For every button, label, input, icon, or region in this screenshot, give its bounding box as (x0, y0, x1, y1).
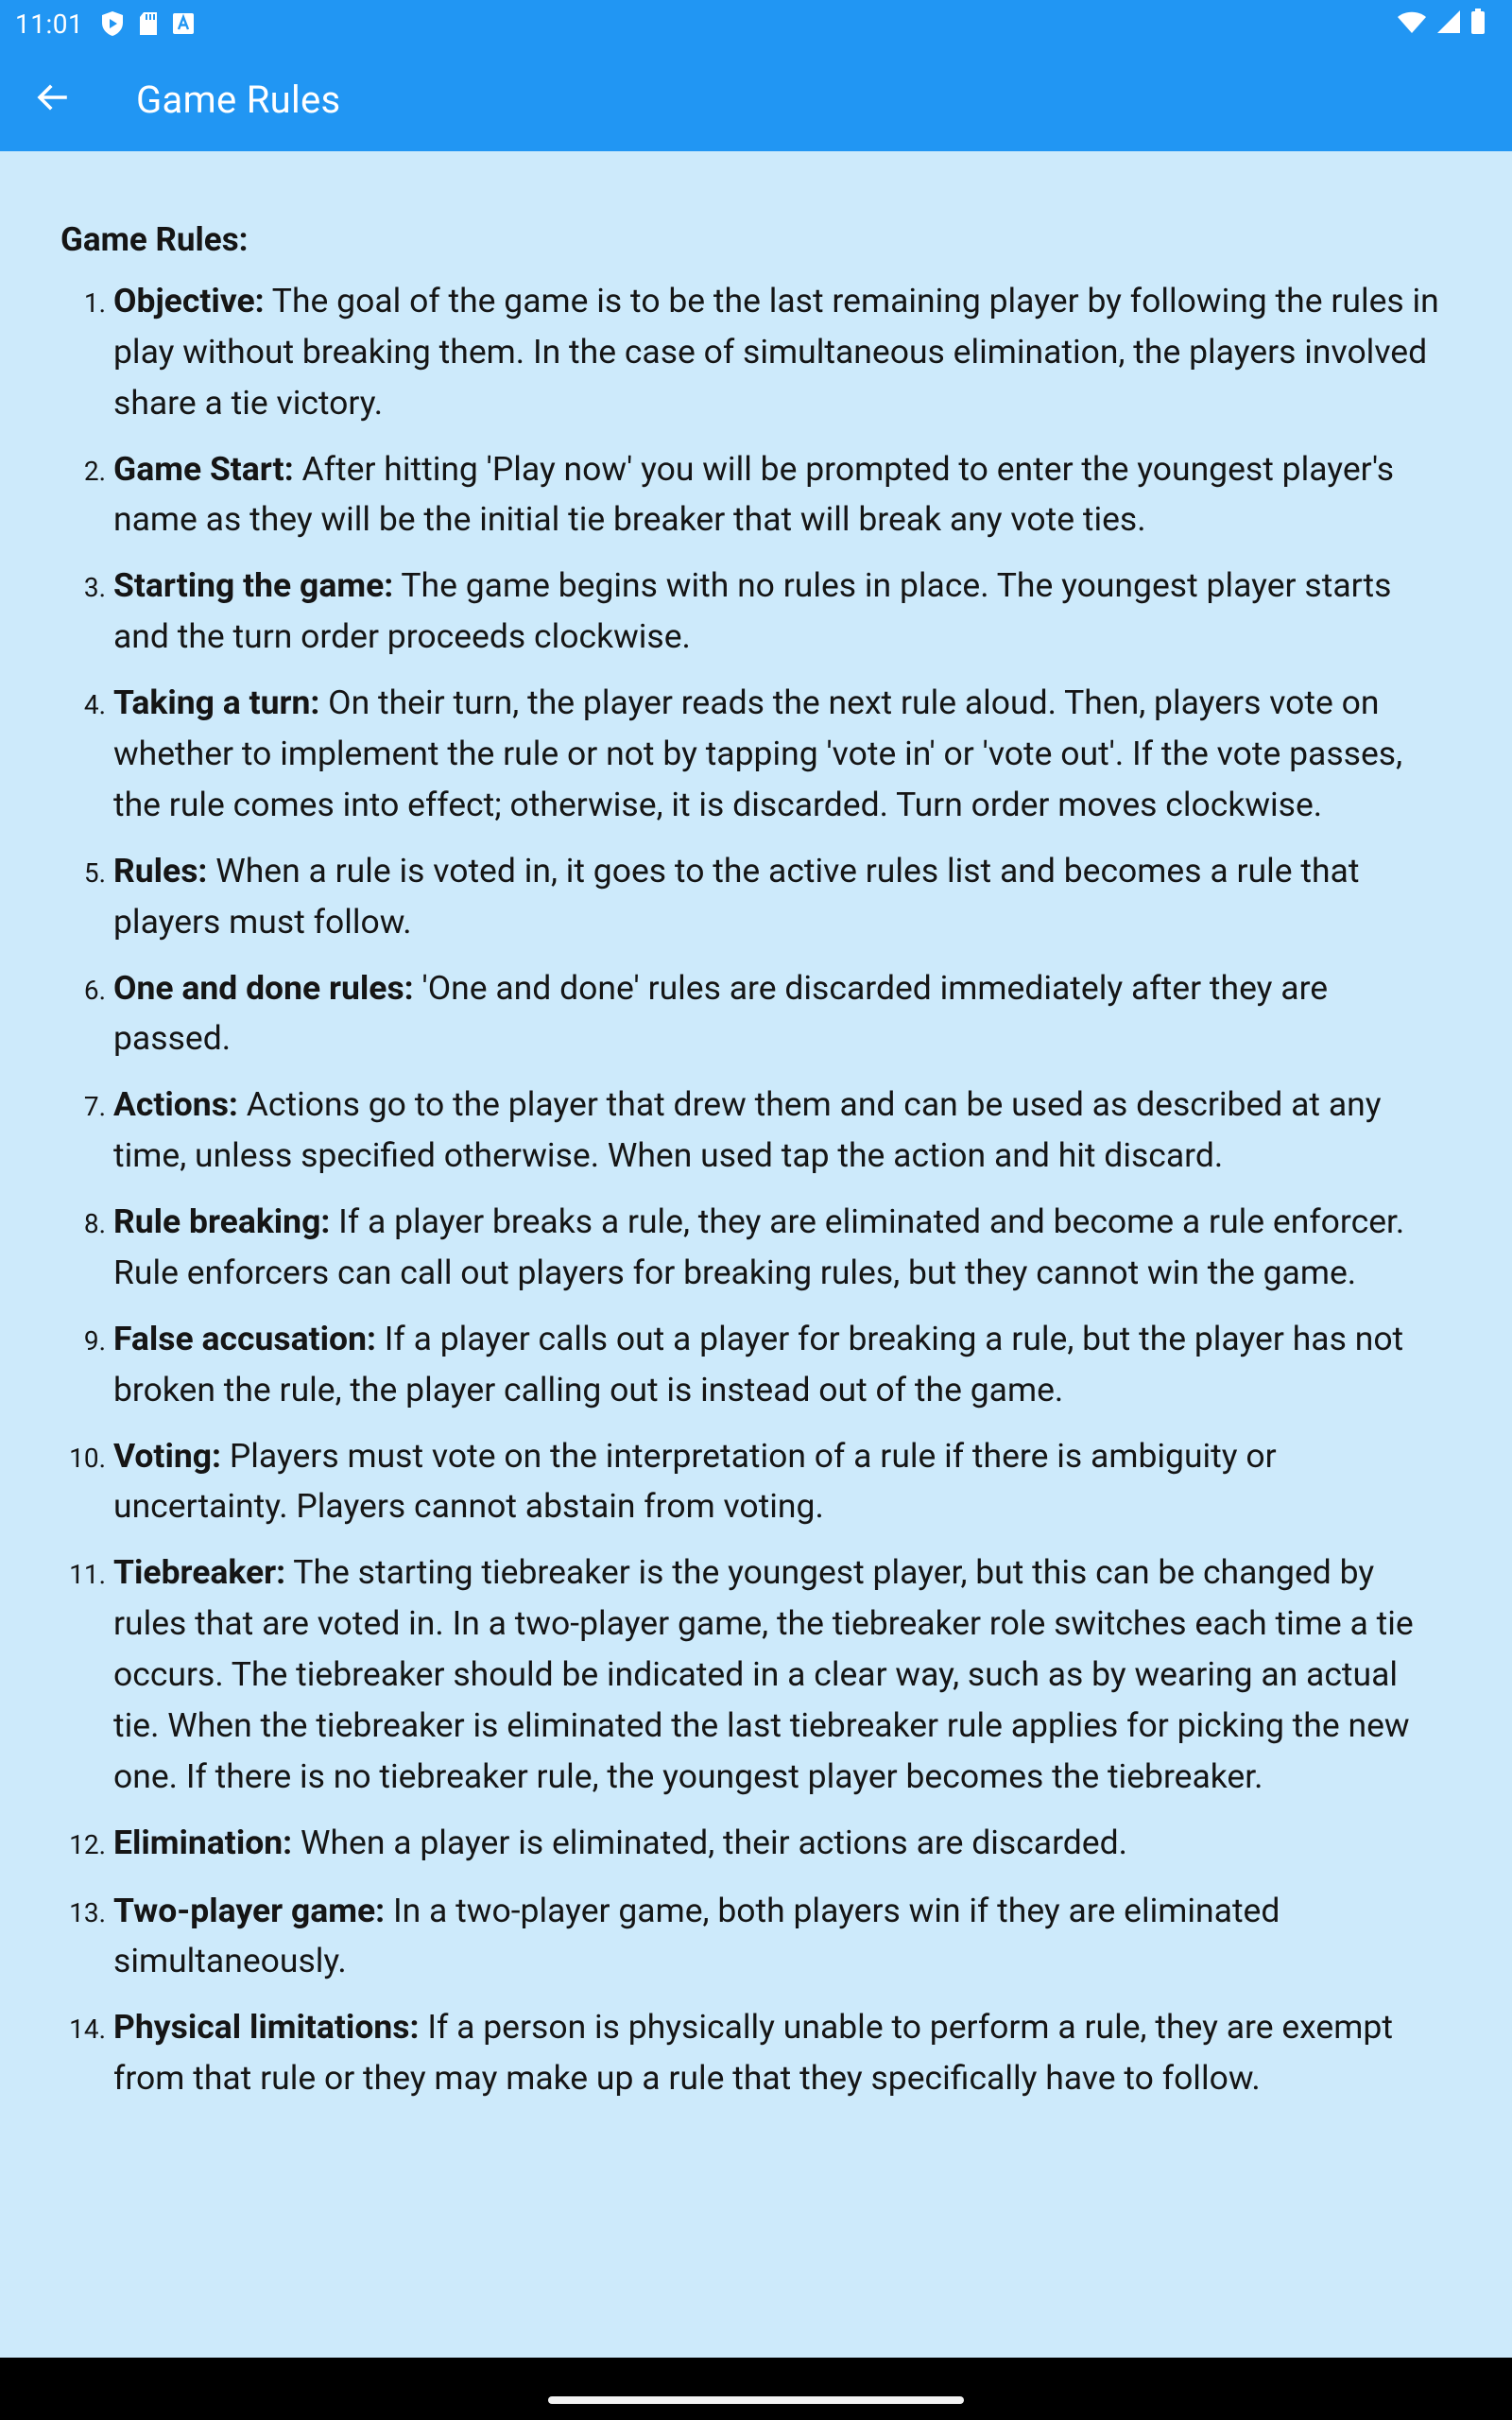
rule-body (113, 2002, 1452, 2104)
rule-number: 3. (83, 572, 106, 604)
rule-body (113, 1314, 1452, 1416)
rule-text: Actions go to the player that drew them and can be used as described at any time, unless specified otherwise. When used tap the action and hit discard. (113, 1084, 1382, 1176)
home-indicator[interactable] (548, 2396, 964, 2404)
rule-number: 1. (83, 287, 106, 319)
rule-number: 2. (83, 455, 106, 487)
rule-number: 11. (69, 1559, 106, 1591)
rule-number: 10. (69, 1442, 106, 1474)
rule-text: After hitting 'Play now' you will be prompted to enter the youngest player's name as they will be the initial tie breaker that will break any vote ties. (113, 448, 1395, 540)
rule-title: Tiebreaker: (113, 1552, 286, 1593)
status-bar (0, 0, 1512, 47)
rule-item (60, 2002, 1452, 2104)
status-left-icons (100, 10, 195, 37)
rule-item (60, 1431, 1452, 1533)
rule-number: 6. (83, 974, 106, 1006)
rules-heading: Game Rules: (60, 220, 249, 259)
rule-title: Voting: (113, 1435, 222, 1476)
rule-body (113, 1886, 1452, 1988)
rule-title: Taking a turn: (113, 683, 320, 723)
rules-content (0, 151, 1512, 2358)
rule-title: Rules: (113, 850, 208, 890)
rule-item (60, 444, 1452, 546)
rule-number: 12. (69, 1828, 106, 1860)
rule-body (113, 678, 1452, 830)
rule-body (113, 846, 1452, 948)
battery-icon (1470, 9, 1486, 39)
rule-body (113, 1431, 1452, 1533)
rules-list (60, 276, 1452, 2104)
rule-title: Two-player game: (113, 1890, 386, 1930)
rule-text: If a person is physically unable to perform a rule, they are exempt from that rule or they may make up a rule that they specifically have to follow. (113, 2007, 1393, 2099)
rule-text: When a player is eliminated, their actions are discarded. (292, 1822, 1127, 1862)
page-title: Game Rules (136, 77, 341, 122)
rule-text: When a rule is voted in, it goes to the active rules list and becomes a rule that players must follow. (113, 850, 1360, 942)
back-button[interactable] (0, 47, 104, 151)
rule-item (60, 276, 1452, 428)
rule-text: Players must vote on the interpretation of a rule if there is ambiguity or uncertainty. Players cannot abstain from voting. (113, 1435, 1277, 1527)
navigation-bar (0, 2358, 1512, 2420)
rule-number: 8. (83, 1208, 106, 1240)
rule-body (113, 561, 1452, 663)
rule-text: The starting tiebreaker is the youngest player, but this can be changed by rules that are voted in. In a two-player game, the tiebreaker role switches each time a tie occurs. The tiebreaker should be indicated in a clear way, such as by wearing an actual tie. When the tiebreaker is eliminated the last tiebreaker rule applies for picking the new one. If there is no tiebreaker rule, the youngest player becomes the tiebreaker. (113, 1552, 1414, 1796)
rule-body (113, 276, 1452, 428)
rule-body (113, 1197, 1452, 1299)
rule-body (113, 1547, 1452, 1802)
rule-item (60, 846, 1452, 948)
rule-number: 4. (83, 689, 106, 721)
rule-body (113, 963, 1452, 1065)
rule-title: Actions: (113, 1084, 238, 1125)
rule-title: False accusation: (113, 1318, 376, 1358)
rule-number: 9. (83, 1324, 106, 1357)
signal-icon (1436, 9, 1461, 38)
rule-item (60, 678, 1452, 830)
rule-number: 7. (83, 1091, 106, 1123)
rule-item (60, 963, 1452, 1065)
rule-title: Elimination: (113, 1822, 293, 1862)
rule-text: 'One and done' rules are discarded immediately after they are passed. (113, 967, 1329, 1059)
status-right-icons (1397, 9, 1486, 39)
rule-item (60, 1818, 1452, 1871)
rule-text: On their turn, the player reads the next rule aloud. Then, players vote on whether to implement the rule or not by tapping 'vote in' or 'vote out'. If the vote passes, the rule comes into effect; otherwise, it is discarded. Turn order moves clockwise. (113, 683, 1403, 824)
rule-number: 14. (69, 2014, 106, 2046)
rule-title: Game Start: (113, 448, 294, 489)
rule-title: One and done rules: (113, 967, 414, 1008)
rule-text: The goal of the game is to be the last remaining player by following the rules in play without breaking them. In the case of simultaneous elimination, the players involved share a tie victory. (113, 281, 1439, 423)
arrow-back-icon (33, 78, 71, 120)
rule-text: The game begins with no rules in place. The youngest player starts and the turn order proceeds clockwise. (113, 565, 1392, 657)
rule-body (113, 444, 1452, 546)
a-box-icon (172, 12, 195, 35)
rule-title: Objective: (113, 281, 265, 320)
rule-item (60, 561, 1452, 663)
rule-title: Physical limitations: (113, 2007, 420, 2048)
rule-item (60, 1314, 1452, 1416)
rule-title: Starting the game: (113, 565, 394, 606)
rule-item (60, 1197, 1452, 1299)
sd-card-icon (138, 11, 159, 36)
wifi-icon (1397, 9, 1427, 38)
app-bar (0, 47, 1512, 151)
shield-icon (100, 10, 125, 37)
rule-text: In a two-player game, both players win if they are eliminated simultaneously. (113, 1890, 1280, 1981)
rule-number: 13. (69, 1896, 106, 1928)
rule-text: If a player calls out a player for breaking a rule, but the player has not broken the rule, the player calling out is instead out of the game. (113, 1318, 1404, 1409)
rule-text: If a player breaks a rule, they are eliminated and become a rule enforcer. Rule enforcers can call out players for breaking rules, but they cannot win the game. (113, 1201, 1405, 1292)
rule-title: Rule breaking: (113, 1201, 331, 1242)
rule-number: 5. (83, 856, 106, 889)
rule-item (60, 1886, 1452, 1988)
rule-item (60, 1547, 1452, 1802)
rule-body (113, 1818, 1452, 1871)
rule-body (113, 1080, 1452, 1182)
status-time: 11:01 (15, 8, 84, 40)
rule-item (60, 1080, 1452, 1182)
